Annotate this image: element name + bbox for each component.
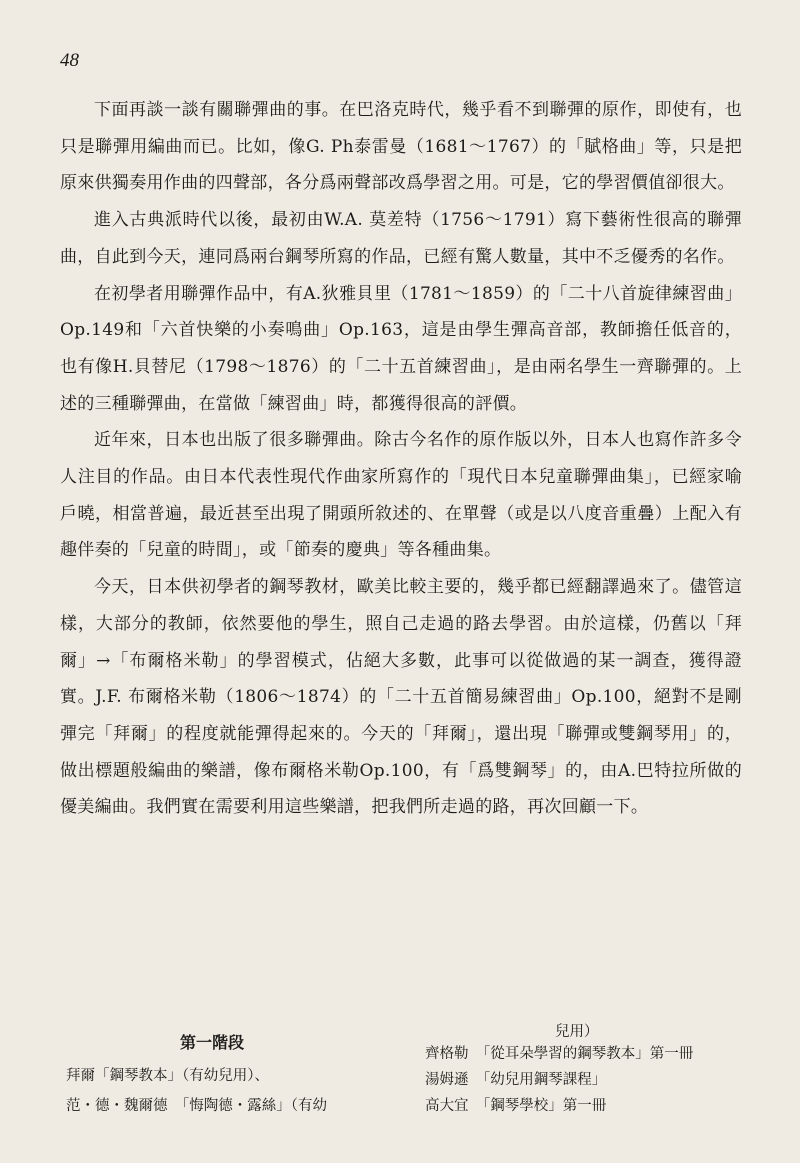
- paragraph-3: 在初學者用聯彈作品中，有A.狄雅貝里（1781～1859）的「二十八首旋律練習曲」Op.149和「六首快樂的小奏鳴曲」Op.163，這是由學生彈高音部，教師擔任低音的，也有像H.貝替尼（1798～1876）的「二十五首練習曲」，是由兩名學生一齊聯彈的。上述的三種聯彈曲，在當做「練習曲」時，都獲得很高的評價。: [60, 283, 742, 414]
- list-item: 湯姆遜 「幼兒用鋼琴課程」: [425, 1072, 607, 1088]
- list-item: 范・德・魏爾德 「悔陶德・露絲」（有幼: [66, 1098, 327, 1114]
- paragraph-1: 下面再談一談有關聯彈曲的事。在巴洛克時代，幾乎看不到聯彈的原作，即使有，也只是聯彈用編曲而已。比如，像G. Ph泰雷曼（1681～1767）的「賦格曲」等，只是把原來供獨奏用作曲的四聲部，各分爲兩聲部改爲學習之用。可是，它的學習價值卻很大。: [60, 100, 742, 194]
- paragraph-2: 進入古典派時代以後，最初由W.A. 莫差特（1756～1791）寫下藝術性很高的聯彈曲，自此到今天，連同爲兩台鋼琴所寫的作品，已經有驚人數量，其中不乏優秀的名作。: [60, 210, 742, 267]
- stage-title: 第一階段: [180, 1033, 245, 1052]
- body-text: [60, 92, 742, 826]
- stage-list: [60, 1010, 750, 1130]
- list-item: 拜爾「鋼琴教本」（有幼兒用）、: [66, 1068, 269, 1084]
- paragraph-4: 近年來，日本也出版了很多聯彈曲。除古今名作的原作版以外，日本人也寫作許多令人注目的作品。由日本代表性現代作曲家所寫作的「現代日本兒童聯彈曲集」，已經家喻戶曉，相當普遍，最近甚至出現了開頭所敘述的、在單聲（或是以八度音重疊）上配入有趣伴奏的「兒童的時間」，或「節奏的慶典」等各種曲集。: [60, 430, 742, 561]
- list-item: 齊格勒 「從耳朵學習的鋼琴教本」第一冊: [425, 1046, 694, 1062]
- page-number: 48: [60, 50, 79, 71]
- list-item: 高大宜 「鋼琴學校」第一冊: [425, 1098, 607, 1114]
- paragraph-5: 今天，日本供初學者的鋼琴教材，歐美比較主要的，幾乎都已經翻譯過來了。儘管這樣，大部分的教師，依然要他的學生，照自己走過的路去學習。由於這樣，仍舊以「拜爾」→「布爾格米勒」的學習模式，佔絕大多數，此事可以從做過的某一調查，獲得證實。J.F. 布爾格米勒（1806～1874）的「二十五首簡易練習曲」Op.100，絕對不是剛彈完「拜爾」的程度就能彈得起來的。今天的「拜爾」，還出現「聯彈或雙鋼琴用」的，做出標題般編曲的樂譜，像布爾格米勒Op.100，有「爲雙鋼琴」的，由A.巴特拉所做的優美編曲。我們實在需要利用這些樂譜，把我們所走過的路，再次回顧一下。: [60, 577, 742, 818]
- list-item-continued: 兒用）: [555, 1024, 599, 1040]
